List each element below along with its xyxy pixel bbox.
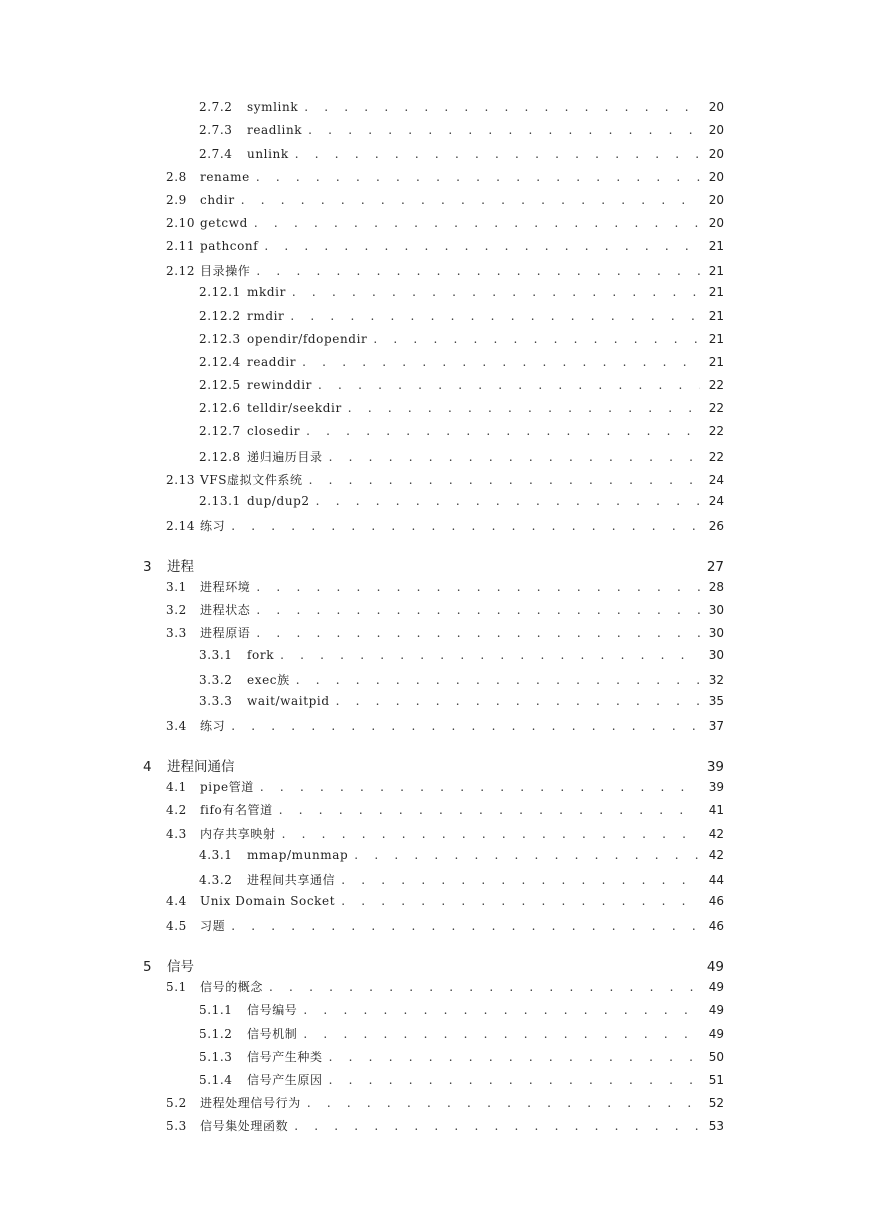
dot-leader: [367, 332, 700, 346]
toc-number: 2.12.1: [199, 285, 241, 299]
toc-page-number: 21: [708, 355, 724, 369]
toc-page-number: 35: [708, 694, 724, 708]
toc-title: fifo有名管道: [200, 803, 273, 817]
toc-number: 2.11: [166, 239, 196, 253]
toc-entry[interactable]: [199, 448, 724, 468]
toc-number: 5: [143, 959, 152, 975]
toc-entry[interactable]: [199, 1048, 724, 1068]
toc-title: 进程: [167, 559, 194, 575]
toc-number: 5.1.1: [199, 1003, 233, 1017]
toc-chapter-entry[interactable]: [143, 755, 724, 775]
toc-title: pathconf: [200, 239, 259, 253]
toc-page-number: 22: [708, 424, 724, 438]
toc-title: unlink: [247, 147, 289, 161]
dot-leader: [225, 919, 700, 933]
dot-leader: [286, 285, 700, 299]
dot-leader: [288, 1119, 700, 1133]
dot-leader: [296, 355, 700, 369]
toc-number: 2.7.3: [199, 123, 233, 137]
dot-leader: [258, 239, 700, 253]
dot-leader: [289, 147, 700, 161]
toc-title: symlink: [247, 100, 299, 114]
dot-leader: [274, 648, 700, 662]
dot-leader: [310, 494, 700, 508]
toc-entry[interactable]: [166, 778, 724, 798]
toc-title: opendir/fdopendir: [247, 332, 368, 346]
toc-number: 5.3: [166, 1119, 187, 1133]
toc-page-number: 20: [708, 216, 724, 230]
toc-entry[interactable]: [199, 848, 724, 868]
toc-page-number: 21: [708, 285, 724, 299]
toc-page-number: 22: [708, 401, 724, 415]
dot-leader: [301, 1096, 700, 1110]
toc-number: 3.4: [166, 719, 187, 733]
toc-title: chdir: [200, 193, 235, 207]
toc-page-number: 42: [708, 848, 724, 862]
toc-title: telldir/seekdir: [247, 401, 342, 415]
toc-page-number: 50: [708, 1050, 724, 1064]
toc-title: readdir: [247, 355, 297, 369]
toc-page-number: 22: [708, 450, 724, 464]
toc-title: 进程间通信: [167, 759, 235, 775]
toc-page-number: 46: [708, 919, 724, 933]
dot-leader: [335, 894, 700, 908]
toc-entry[interactable]: [199, 332, 724, 352]
dot-leader: [225, 519, 700, 533]
toc-number: 5.1.4: [199, 1073, 233, 1087]
toc-title: rewinddir: [247, 378, 313, 392]
dot-leader: [323, 1073, 700, 1087]
toc-number: 2.12.3: [199, 332, 241, 346]
toc-entry[interactable]: [199, 1001, 724, 1021]
toc-page-number: 49: [706, 959, 724, 975]
dot-leader: [248, 216, 700, 230]
toc-entry[interactable]: [166, 170, 724, 190]
toc-number: 3.3: [166, 626, 187, 640]
toc-number: 5.1.2: [199, 1027, 233, 1041]
toc-entry[interactable]: [166, 601, 724, 621]
toc-number: 3.1: [166, 580, 187, 594]
toc-page-number: 39: [706, 759, 724, 775]
toc-entry[interactable]: [166, 717, 724, 737]
toc-number: 3.2: [166, 603, 187, 617]
toc-entry[interactable]: [199, 285, 724, 305]
toc-entry[interactable]: [199, 1071, 724, 1091]
dot-leader: [276, 827, 700, 841]
toc-number: 4.1: [166, 780, 187, 794]
toc-entry[interactable]: [199, 494, 724, 514]
dot-leader: [290, 673, 700, 687]
toc-page-number: 27: [706, 559, 724, 575]
dot-leader: [323, 450, 700, 464]
toc-number: 2.12.6: [199, 401, 241, 415]
dot-leader: [335, 873, 700, 887]
toc-page-number: 21: [708, 239, 724, 253]
dot-leader: [273, 803, 700, 817]
toc-number: 2.12.8: [199, 450, 241, 464]
toc-title: mkdir: [247, 285, 286, 299]
toc-number: 3.3.1: [199, 648, 233, 662]
toc-entry[interactable]: [166, 239, 724, 259]
toc-page-number: 30: [708, 626, 724, 640]
toc-entry[interactable]: [166, 517, 724, 537]
toc-number: 4.3.2: [199, 873, 233, 887]
toc-entry[interactable]: [166, 1117, 724, 1137]
dot-leader: [263, 980, 700, 994]
toc-number: 2.12.7: [199, 424, 241, 438]
dot-leader: [250, 603, 700, 617]
toc-entry[interactable]: [166, 262, 724, 282]
toc-number: 2.12.4: [199, 355, 241, 369]
toc-page-number: 20: [708, 147, 724, 161]
toc-number: 4.5: [166, 919, 187, 933]
toc-number: 3.3.2: [199, 673, 233, 687]
toc-title: 信号机制: [247, 1027, 298, 1041]
dot-leader: [254, 780, 700, 794]
toc-title: Unix Domain Socket: [200, 894, 336, 908]
toc-page-number: 52: [708, 1096, 724, 1110]
toc-number: 2.13.1: [199, 494, 241, 508]
toc-entry[interactable]: [166, 193, 724, 213]
toc-entry[interactable]: [199, 355, 724, 375]
toc-title: 进程状态: [200, 603, 251, 617]
toc-title: readlink: [247, 123, 303, 137]
toc-entry[interactable]: [199, 100, 724, 120]
toc-title: getcwd: [200, 216, 248, 230]
toc-number: 2.12.2: [199, 309, 241, 323]
toc-title: VFS虚拟文件系统: [200, 473, 303, 487]
toc-title: wait/waitpid: [247, 694, 330, 708]
dot-leader: [297, 1027, 700, 1041]
toc-title: pipe管道: [200, 780, 254, 794]
dot-leader: [250, 170, 700, 184]
toc-page-number: 26: [708, 519, 724, 533]
toc-number: 2.7.2: [199, 100, 233, 114]
toc-entry[interactable]: [166, 216, 724, 236]
toc-entry[interactable]: [199, 123, 724, 143]
toc-title: 进程原语: [200, 626, 251, 640]
dot-leader: [342, 401, 700, 415]
dot-leader: [330, 694, 700, 708]
toc-number: 5.1: [166, 980, 187, 994]
toc-entry[interactable]: [166, 471, 724, 491]
toc-title: 进程间共享通信: [247, 873, 336, 887]
toc-entry[interactable]: [199, 378, 724, 398]
dot-leader: [250, 626, 700, 640]
toc-page-number: 53: [708, 1119, 724, 1133]
toc-number: 3: [143, 559, 152, 575]
toc-entry[interactable]: [199, 309, 724, 329]
toc-title: closedir: [247, 424, 301, 438]
toc-number: 2.10: [166, 216, 196, 230]
toc-title: 习题: [200, 919, 226, 933]
toc-title: 递归遍历目录: [247, 450, 323, 464]
toc-page-number: 28: [708, 580, 724, 594]
toc-title: exec族: [247, 673, 290, 687]
toc-title: 信号编号: [247, 1003, 298, 1017]
toc-entry[interactable]: [166, 978, 724, 998]
dot-leader: [300, 424, 700, 438]
toc-title: rename: [200, 170, 250, 184]
dot-leader: [298, 100, 700, 114]
dot-leader: [225, 719, 700, 733]
toc-number: 4: [143, 759, 152, 775]
toc-page-number: 30: [708, 648, 724, 662]
toc-chapter-entry[interactable]: [143, 555, 724, 575]
toc-entry[interactable]: [199, 401, 724, 421]
dot-leader: [312, 378, 700, 392]
toc-page-number: 24: [708, 494, 724, 508]
toc-page-number: 49: [708, 1027, 724, 1041]
toc-title: 信号集处理函数: [200, 1119, 289, 1133]
toc-number: 2.12: [166, 264, 196, 278]
toc-entry[interactable]: [166, 1094, 724, 1114]
toc-entry[interactable]: [199, 694, 724, 714]
toc-page-number: 42: [708, 827, 724, 841]
toc-page-number: 20: [708, 193, 724, 207]
toc-number: 4.4: [166, 894, 187, 908]
dot-leader: [302, 123, 700, 137]
toc-title: 进程环境: [200, 580, 251, 594]
toc-entry[interactable]: [166, 917, 724, 937]
toc-page-number: 21: [708, 264, 724, 278]
dot-leader: [348, 848, 700, 862]
toc-entry[interactable]: [199, 1025, 724, 1045]
toc-page-number: 20: [708, 100, 724, 114]
toc-page-number: 49: [708, 1003, 724, 1017]
toc-page-number: 21: [708, 309, 724, 323]
toc-title: 练习: [200, 519, 226, 533]
toc-page-number: 51: [708, 1073, 724, 1087]
toc-page-number: 30: [708, 603, 724, 617]
toc-number: 2.14: [166, 519, 196, 533]
toc-title: dup/dup2: [247, 494, 310, 508]
toc-entry[interactable]: [166, 801, 724, 821]
toc-page-number: 24: [708, 473, 724, 487]
toc-title: 内存共享映射: [200, 827, 276, 841]
toc-title: 练习: [200, 719, 226, 733]
toc-entry[interactable]: [166, 578, 724, 598]
toc-title: rmdir: [247, 309, 285, 323]
toc-title: 目录操作: [200, 264, 251, 278]
toc-page-number: 21: [708, 332, 724, 346]
toc-page-number: 39: [708, 780, 724, 794]
toc-number: 4.3.1: [199, 848, 233, 862]
toc-page-number: 37: [708, 719, 724, 733]
toc-number: 2.12.5: [199, 378, 241, 392]
toc-page-number: 44: [708, 873, 724, 887]
toc-chapter-entry[interactable]: [143, 955, 724, 975]
toc-title: 信号: [167, 959, 194, 975]
toc-title: mmap/munmap: [247, 848, 349, 862]
toc-page-number: 22: [708, 378, 724, 392]
toc-page-number: 20: [708, 170, 724, 184]
dot-leader: [284, 309, 700, 323]
toc-page-number: 49: [708, 980, 724, 994]
toc-entry[interactable]: [199, 648, 724, 668]
dot-leader: [297, 1003, 700, 1017]
toc-entry[interactable]: [166, 825, 724, 845]
toc-number: 5.1.3: [199, 1050, 233, 1064]
toc-number: 4.3: [166, 827, 187, 841]
dot-leader: [323, 1050, 700, 1064]
toc-number: 2.8: [166, 170, 187, 184]
dot-leader: [303, 473, 700, 487]
toc-number: 2.13: [166, 473, 196, 487]
toc-number: 4.2: [166, 803, 187, 817]
toc-title: 信号产生种类: [247, 1050, 323, 1064]
toc-entry[interactable]: [199, 671, 724, 691]
toc-page-number: 41: [708, 803, 724, 817]
toc-entry[interactable]: [199, 147, 724, 167]
toc-entry[interactable]: [166, 894, 724, 914]
toc-entry[interactable]: [199, 424, 724, 444]
toc-title: 信号产生原因: [247, 1073, 323, 1087]
toc-title: 进程处理信号行为: [200, 1096, 301, 1110]
dot-leader: [250, 580, 700, 594]
toc-number: 2.9: [166, 193, 187, 207]
toc-page-number: 32: [708, 673, 724, 687]
dot-leader: [250, 264, 700, 278]
toc-number: 3.3.3: [199, 694, 233, 708]
dot-leader: [235, 193, 700, 207]
toc-number: 2.7.4: [199, 147, 233, 161]
toc-title: 信号的概念: [200, 980, 264, 994]
toc-title: fork: [247, 648, 275, 662]
toc-entry[interactable]: [199, 871, 724, 891]
toc-page-number: 20: [708, 123, 724, 137]
toc-number: 5.2: [166, 1096, 187, 1110]
toc-page-number: 46: [708, 894, 724, 908]
toc-entry[interactable]: [166, 624, 724, 644]
